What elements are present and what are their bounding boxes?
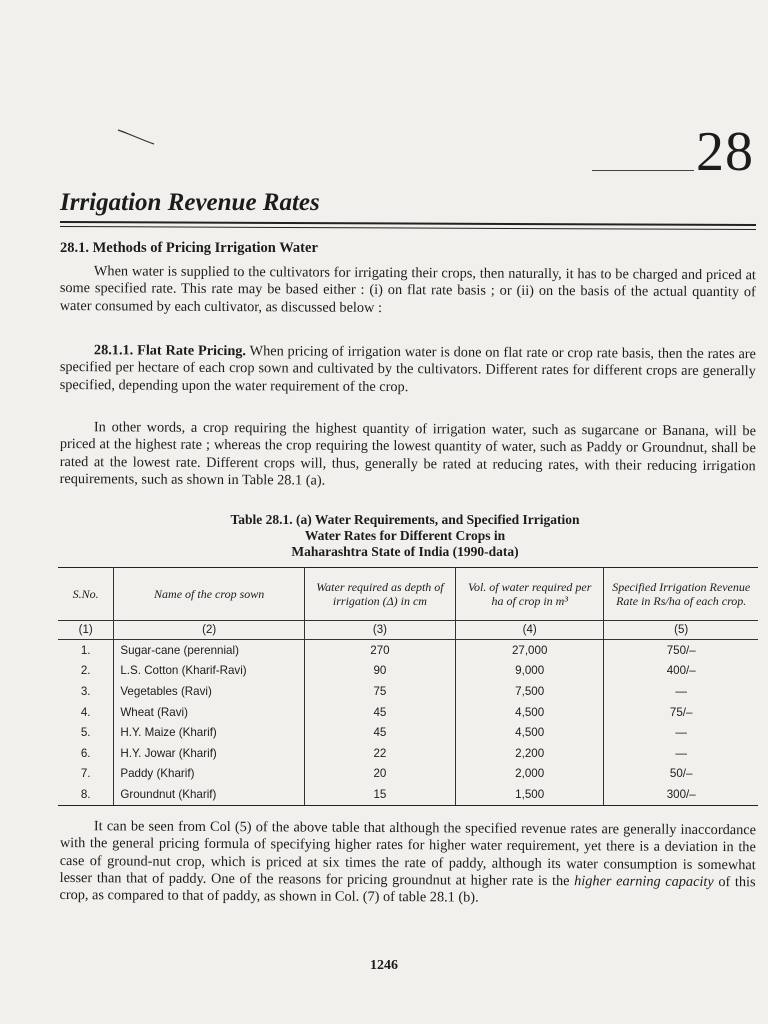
crop-cell: H.Y. Maize (Kharif) xyxy=(114,722,305,743)
table-caption-line-2: Water Rates for Different Crops in xyxy=(304,528,506,543)
volume-cell: 1,500 xyxy=(455,784,603,805)
rate-cell: — xyxy=(604,681,758,702)
volume-cell: 2,000 xyxy=(455,764,603,785)
crop-cell: Wheat (Ravi) xyxy=(114,702,305,723)
pen-mark xyxy=(116,128,156,148)
depth-cell: 270 xyxy=(304,640,455,661)
crop-cell: Paddy (Kharif) xyxy=(114,764,305,785)
paragraph-intro xyxy=(60,263,756,319)
paragraph-flat-rate-text: When pricing of irrigation water is done on flat rate or crop rate basis, then the rates are specified per hectare of each crop sown and cultivated by the cultivators. Different rates for different crops are generally specified, depending upon the water requirement of the crop. xyxy=(59,343,756,395)
column-number: (5) xyxy=(604,621,758,640)
paragraph-flat-rate xyxy=(60,342,756,398)
table-header-row xyxy=(58,568,758,621)
depth-cell: 75 xyxy=(304,681,455,702)
header-crop: Name of the crop sown xyxy=(114,568,305,621)
header-rate: Specified Irrigation Revenue Rate in Rs/ha of each crop. xyxy=(604,568,758,621)
table-row xyxy=(58,743,758,764)
volume-cell: 4,500 xyxy=(455,702,603,723)
table-row xyxy=(58,681,758,702)
sno-cell: 5. xyxy=(58,722,114,743)
table-caption-line-3: Maharashtra State of India (1990-data) xyxy=(291,544,519,559)
sno-cell: 8. xyxy=(58,784,114,805)
table-row xyxy=(58,640,758,661)
rate-cell: 400/– xyxy=(604,661,758,682)
table-row xyxy=(58,784,758,805)
sno-cell: 4. xyxy=(58,702,114,723)
paragraph-intro-text: When water is supplied to the cultivators for irrigating their crops, then naturally, it has to be charged and priced at some specified rate. This rate may be based either : (i) on flat rate basis ; or (ii) on the basis of the actual quantity of water consumed by each cultivator, as discussed below : xyxy=(59,263,756,316)
paragraph-conclusion-text-a: It can be seen from Col (5) of the above table that although the specified revenue rates are generally inaccordance with the general pricing formula of specifying higher rates for higher water requirement, yet there is a deviation in the case of ground-nut crop, which is priced at six times the rate of paddy, although its water consumption is somewhat lesser than that of paddy. One of the reasons for pricing groundnut at higher rate is the xyxy=(59,818,756,890)
page-number: 1246 xyxy=(370,958,398,973)
paragraph-conclusion-text-b: of this crop, as compared to that of paddy, as shown in Col. (7) of table 28.1 (b). xyxy=(59,873,756,906)
paragraph-other-words xyxy=(60,419,756,492)
depth-cell: 45 xyxy=(304,722,455,743)
section-heading: 28.1. Methods of Pricing Irrigation Water xyxy=(60,240,318,256)
sno-cell: 1. xyxy=(58,640,114,661)
subsection-heading: 28.1.1. Flat Rate Pricing. xyxy=(93,342,247,360)
header-depth: Water required as depth of irrigation (Δ) in cm xyxy=(304,568,455,621)
crop-cell: Groundnut (Kharif) xyxy=(114,784,305,805)
depth-cell: 22 xyxy=(304,743,455,764)
table-body xyxy=(58,640,758,806)
sno-cell: 7. xyxy=(58,764,114,785)
rate-cell: — xyxy=(604,743,758,764)
chapter-title: Irrigation Revenue Rates xyxy=(60,189,320,216)
sno-cell: 6. xyxy=(58,743,114,764)
rate-cell: 50/– xyxy=(604,764,758,785)
header-sno: S.No. xyxy=(58,568,114,621)
depth-cell: 20 xyxy=(304,764,455,785)
table-caption-line-1: Table 28.1. (a) Water Requirements, and Specified Irrigation xyxy=(230,512,580,527)
rate-cell: 300/– xyxy=(604,784,758,805)
column-number: (4) xyxy=(455,621,603,640)
volume-cell: 9,000 xyxy=(455,661,603,682)
volume-cell: 27,000 xyxy=(455,640,603,661)
depth-cell: 90 xyxy=(304,661,455,682)
crop-cell: L.S. Cotton (Kharif-Ravi) xyxy=(114,661,305,682)
column-number: (3) xyxy=(304,621,455,640)
paragraph-other-words-text: In other words, a crop requiring the highest quantity of irrigation water, such as sugarcane or Banana, will be priced at the highest rate ; whereas the crop requiring the lowest quantity of water, such as Paddy or Groundnut, shall be rated at the lowest rate. Different crops will, thus, generally be rated at reducing rates, with their reducing irrigation requirements, such as shown in Table 28.1 (a). xyxy=(59,419,756,489)
water-rates-table xyxy=(58,567,758,806)
table-column-number-row xyxy=(58,621,758,640)
crop-cell: Vegetables (Ravi) xyxy=(114,681,305,702)
crop-cell: H.Y. Jowar (Kharif) xyxy=(114,743,305,764)
paragraph-conclusion xyxy=(59,818,756,909)
volume-cell: 4,500 xyxy=(455,722,603,743)
table-row xyxy=(58,722,758,743)
rate-cell: 750/– xyxy=(604,640,758,661)
table-row xyxy=(58,661,758,682)
table-row xyxy=(58,702,758,723)
sno-cell: 3. xyxy=(58,681,114,702)
rate-cell: 75/– xyxy=(604,702,758,723)
volume-cell: 2,200 xyxy=(455,743,603,764)
column-number: (1) xyxy=(58,621,114,640)
sno-cell: 2. xyxy=(58,661,114,682)
depth-cell: 45 xyxy=(304,702,455,723)
depth-cell: 15 xyxy=(304,784,455,805)
table-row xyxy=(58,764,758,785)
column-number: (2) xyxy=(114,621,305,640)
header-volume: Vol. of water required per ha of crop in m³ xyxy=(455,568,603,621)
chapter-number-rule xyxy=(592,170,694,171)
crop-cell: Sugar-cane (perennial) xyxy=(114,640,305,661)
chapter-number: 28 xyxy=(696,121,754,183)
paragraph-conclusion-emphasis: higher earning capacity xyxy=(574,873,714,890)
volume-cell: 7,500 xyxy=(455,681,603,702)
rate-cell: — xyxy=(604,722,758,743)
title-rule-thin xyxy=(60,226,756,230)
title-rule-thick xyxy=(60,221,756,226)
